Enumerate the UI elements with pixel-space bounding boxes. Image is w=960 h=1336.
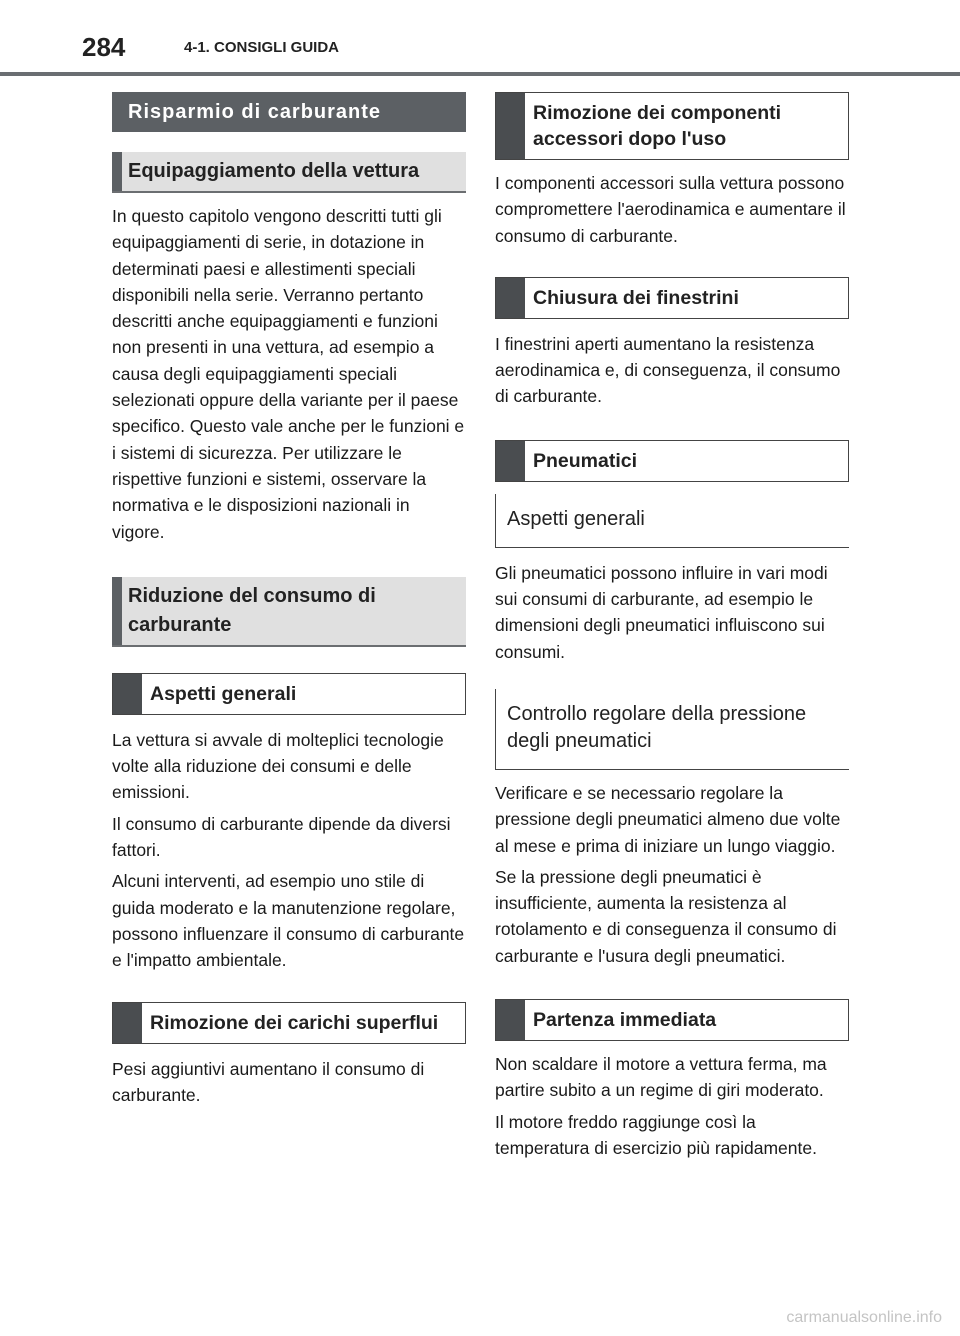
minor-heading-pressione: Controllo regolare della pressione degli pneumatici bbox=[495, 689, 849, 770]
heading-text: Equipaggiamento della vettura bbox=[128, 160, 420, 182]
section-title: Risparmio di carburante bbox=[112, 92, 466, 132]
paragraph: Verificare e se necessario regolare la pressione degli pneumatici almeno due volte al mese e prima di iniziare un lungo viaggio. bbox=[495, 782, 841, 856]
paragraph: Alcuni interventi, ad esempio uno stile di guida moderato e la manutenzione regolare, possono influenzare il consumo di carburante e l'impatto ambientale. bbox=[112, 871, 465, 971]
topic-heading-accessori bbox=[495, 92, 849, 160]
subsection-heading-equipaggiamento bbox=[112, 152, 466, 193]
paragraph: I componenti accessori sulla vettura possono compromettere l'aerodinamica e aumentare il consumo di carburante. bbox=[495, 173, 846, 246]
paragraph: In questo capitolo vengono descritti tutti gli equipaggiamenti di serie, in dotazione in determinati paesi e allestimenti speciali disponibili nella serie. Verranno pertanto descritti anche equipaggiamenti e funzioni non presenti in una vettura, ad esempio a causa degli equipaggiamenti speciali selezionati oppure della variante per il paese specifico. Questo vale anche per le funzioni e i sistemi di sicurezza. Per utilizzare le rispettive funzioni e sistemi, osservare la normativa e le disposizioni nazionali in vigore. bbox=[112, 206, 465, 542]
chapter-title: 4-1. CONSIGLI GUIDA bbox=[184, 39, 340, 56]
header-rule bbox=[0, 72, 960, 76]
topic-heading-pneumatici bbox=[495, 440, 849, 482]
paragraph: Il consumo di carburante dipende da diversi fattori. bbox=[112, 813, 451, 861]
heading-text: Rimozione dei componenti accessori dopo l'uso bbox=[533, 102, 782, 150]
paragraph: Gli pneumatici possono influire in vari modi sui consumi di carburante, ad esempio le dimensioni degli pneumatici influiscono sui consumi. bbox=[495, 562, 828, 662]
paragraph: I finestrini aperti aumentano la resistenza aerodinamica e, di conseguenza, il consumo di carburante. bbox=[495, 333, 841, 407]
paragraph: Se la pressione degli pneumatici è insufficiente, aumenta la resistenza al rotolamento e di conseguenza il consumo di carburante e l'usura degli pneumatici. bbox=[495, 866, 837, 966]
heading-text: Rimozione dei carichi superflui bbox=[150, 1011, 439, 1034]
topic-heading-aspetti-generali bbox=[112, 673, 466, 715]
heading-text: Riduzione del consumo di carburante bbox=[128, 584, 376, 636]
topic-heading-finestrini bbox=[495, 277, 849, 319]
paragraph: Pesi aggiuntivi aumentano il consumo di carburante. bbox=[112, 1058, 425, 1105]
heading-text: Partenza immediata bbox=[533, 1009, 717, 1032]
watermark-text: carmanualsonline.info bbox=[786, 1309, 942, 1326]
page-number: 284 bbox=[82, 32, 126, 62]
paragraph: Il motore freddo raggiunge così la temperatura di esercizio più rapidamente. bbox=[495, 1111, 817, 1158]
heading-text: Chiusura dei finestrini bbox=[533, 286, 739, 309]
left-column bbox=[112, 92, 466, 1108]
right-column bbox=[495, 92, 849, 1161]
paragraph: Non scaldare il motore a vettura ferma, ma partire subito a un regime di giri moderato. bbox=[495, 1054, 827, 1101]
page-header bbox=[0, 0, 960, 78]
heading-text: Pneumatici bbox=[533, 449, 638, 472]
subsection-heading-riduzione bbox=[112, 577, 466, 647]
topic-heading-carichi bbox=[112, 1002, 466, 1044]
topic-heading-partenza bbox=[495, 999, 849, 1041]
paragraph: La vettura si avvale di molteplici tecnologie volte alla riduzione dei consumi e delle emissioni. bbox=[112, 729, 444, 803]
minor-heading-aspetti-generali: Aspetti generali bbox=[495, 494, 849, 548]
heading-text: Aspetti generali bbox=[150, 682, 297, 705]
